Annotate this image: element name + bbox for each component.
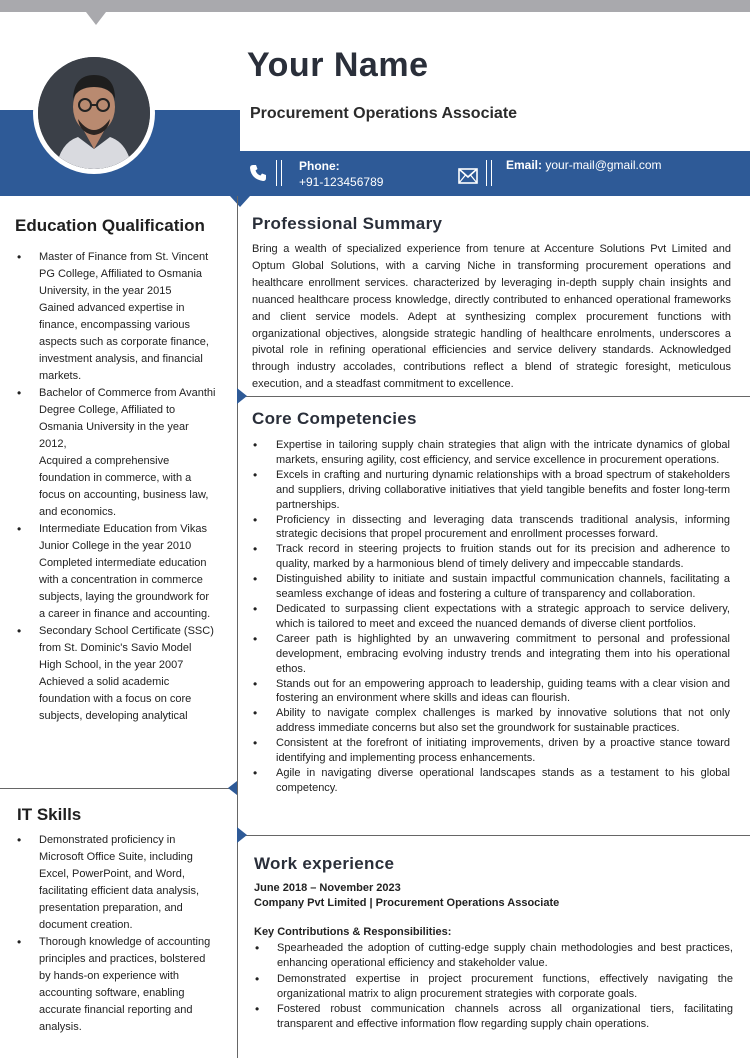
work-company: Company Pvt Limited | Procurement Operations Associate xyxy=(254,897,560,909)
phone-number[interactable]: +91-123456789 xyxy=(299,175,384,189)
competency-item: • Distinguished ability to initiate and sustain impactful communication channels, facilitating a seamless exchange of ideas and fostering a culture of transparency and collaboration. xyxy=(252,572,730,602)
summary-divider xyxy=(237,396,750,397)
competencies-divider xyxy=(237,835,750,836)
competency-item: • Agile in navigating diverse operational landscapes stands as a testament to his global competency. xyxy=(252,766,730,796)
competency-item: • Ability to navigate complex challenges is marked by innovative solutions that not only address immediate concerns but also set the groundwork for sustainable practices. xyxy=(252,706,730,736)
email-line xyxy=(506,158,662,172)
top-bar-notch xyxy=(86,12,106,25)
responsibility-item: • Demonstrated expertise in project procurement functions, effectively navigating the organizational matrix to align procurement strategies with corporate goals. xyxy=(254,972,733,1003)
competency-item: • Stands out for an empowering approach to leadership, guiding teams with a clear vision and fostering an environment where skills and ideas can flourish. xyxy=(252,677,730,707)
phone-separator xyxy=(276,160,282,186)
education-item: • Secondary School Certificate (SSC) from St. Dominic's Savio Model High School, in the year 2007 Achieved a solid academic foundation with a focus on core subjects, developing analytical xyxy=(17,623,217,725)
education-item: • Bachelor of Commerce from Avanthi Degree College, Affiliated to Osmania University in the year 2012, Acquired a comprehensive foundation in commerce, with a focus on accounting, business law, and economics. xyxy=(17,385,217,521)
competency-item: • Consistent at the forefront of initiating improvements, driven by a proactive stance toward identifying and implementing process enhancements. xyxy=(252,736,730,766)
candidate-role: Procurement Operations Associate xyxy=(250,105,518,122)
it-skills-heading: IT Skills xyxy=(17,805,82,824)
competency-item: • Excels in crafting and nurturing dynamic relationships with a broad spectrum of stakeholders and suppliers, driving collaborative initiatives that yield tangible benefits and foster long-term partnerships. xyxy=(252,468,730,513)
education-list xyxy=(17,249,217,779)
contact-band xyxy=(240,151,750,196)
email-separator xyxy=(486,160,492,186)
competency-item: • Dedicated to surpassing client expectations with a strategic approach to service delivery, which is tailored to meet and exceed the nuanced demands of diverse client portfolios. xyxy=(252,602,730,632)
divider-marker xyxy=(237,388,247,404)
email-address[interactable]: your-mail@gmail.com xyxy=(542,158,662,172)
profile-photo xyxy=(33,52,155,174)
phone-icon xyxy=(248,163,268,183)
it-skills-list xyxy=(17,832,217,1036)
competency-item: • Proficiency in dissecting and leveraging data transcends traditional analysis, informing strategic decisions that propel procurement and enrollment processes forward. xyxy=(252,513,730,543)
responsibility-item: • Fostered robust communication channels across all organizational tiers, facilitating transparent and effective information flow regarding supply chain operations. xyxy=(254,1002,733,1033)
responsibility-item: • Spearheaded the adoption of cutting-edge supply chain methodologies and best practices, enhancing operational efficiency and stakeholder value. xyxy=(254,941,733,972)
candidate-name: Your Name xyxy=(247,46,429,84)
competency-item: • Expertise in tailoring supply chain strategies that align with the intricate dynamics of global markets, ensuring agility, cost efficiency, and service excellence in procurement operations. xyxy=(252,438,730,468)
summary-heading: Professional Summary xyxy=(252,214,443,233)
education-item: • Master of Finance from St. Vincent PG College, Affiliated to Osmania University, in the year 2015 Gained advanced expertise in finance, encompassing various aspects such as corporate finance, investment analysis, and financial markets. xyxy=(17,249,217,385)
divider-marker xyxy=(228,781,237,795)
competencies-list xyxy=(252,438,730,796)
education-heading: Education Qualification xyxy=(15,216,205,235)
competency-item: • Career path is highlighted by an unwavering commitment to personal and professional development, embracing evolving industry trends and integrating them into his operational ethos. xyxy=(252,632,730,677)
column-divider xyxy=(237,196,238,1058)
top-bar xyxy=(0,0,750,12)
person-portrait-icon xyxy=(38,57,150,169)
work-responsibilities-label: Key Contributions & Responsibilities: xyxy=(254,926,452,938)
work-date-range: June 2018 – November 2023 xyxy=(254,882,401,894)
phone-label: Phone: xyxy=(299,159,340,173)
education-item: • Intermediate Education from Vikas Junior College in the year 2010 Completed intermediate education with a concentration in commerce subjects, laying the groundwork for a career in finance and accounting. xyxy=(17,521,217,623)
it-skill-item: • Thorough knowledge of accounting principles and practices, bolstered by hands-on experience with accounting software, enabling accurate financial reporting and analysis. xyxy=(17,934,217,1036)
competency-item: • Track record in steering projects to fruition stands out for its precision and adherence to quality, marked by a harmonious blend of timely delivery and impeccable standards. xyxy=(252,542,730,572)
envelope-icon xyxy=(458,166,478,186)
competencies-heading: Core Competencies xyxy=(252,409,417,428)
left-section-divider xyxy=(0,788,237,789)
work-heading: Work experience xyxy=(254,854,395,873)
contact-band-notch xyxy=(230,196,250,207)
email-label: Email: xyxy=(506,158,543,172)
work-responsibilities-list xyxy=(254,941,733,1033)
summary-text: Bring a wealth of specialized experience from tenure at Accenture Solutions Pvt Limited and Optum Global Solutions, with a carving Niche in transforming procurement operations and healthcare enrollment services. characterized by leveraging in-depth supply chain insights and nuanced healthcare process knowledge, directly contributed to enhanced operational frameworks and client service models. Adept at synthesizing complex procurement functions with organizational objectives, alongside strategic handling of healthcare enrolments, underscores a pivotal role in refining operational efficiencies and service delivery standards. Acknowledged through industry accolades, contributions reflect a blend of strategic foresight, meticulous execution, and a steadfast commitment to excellence. xyxy=(252,243,731,391)
divider-marker xyxy=(237,827,247,843)
it-skill-item: • Demonstrated proficiency in Microsoft Office Suite, including Excel, PowerPoint, and Word, facilitating efficient data analysis, presentation preparation, and document creation. xyxy=(17,832,217,934)
